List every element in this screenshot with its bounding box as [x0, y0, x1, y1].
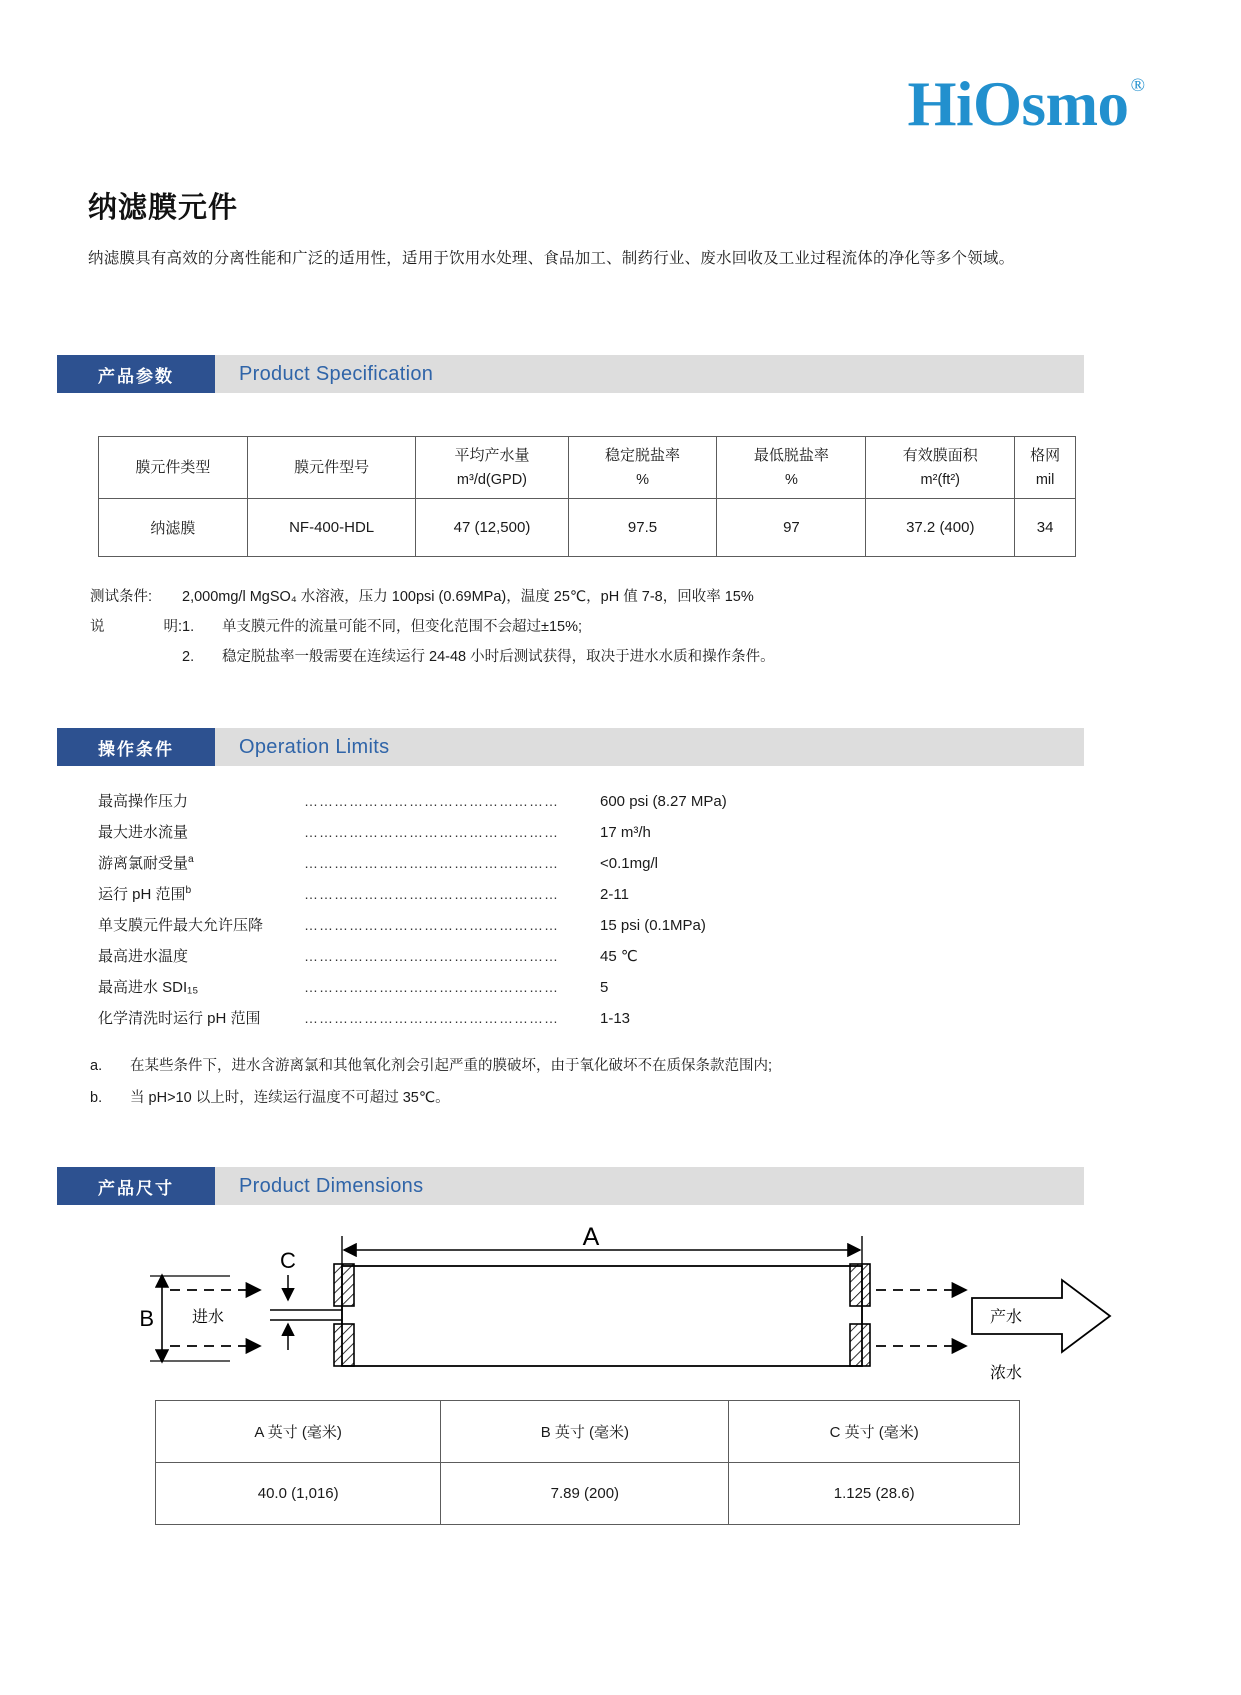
limit-item: [98, 914, 1098, 945]
table-cell: 40.0 (1,016): [156, 1463, 441, 1525]
remark-number: 1.: [182, 619, 195, 635]
svg-text:浓水: 浓水: [990, 1365, 1023, 1382]
section-title-en: Product Dimensions: [239, 1174, 424, 1197]
table-cell: 47 (12,500): [416, 499, 568, 557]
footnote-row: [90, 1050, 1100, 1082]
section-title-en: Operation Limits: [239, 735, 390, 758]
column-header-name: 膜元件类型: [135, 458, 211, 476]
limit-value: 2-11: [600, 886, 629, 903]
limit-label-text: 最高进水温度: [98, 948, 189, 965]
table-cell: 37.2 (400): [866, 499, 1015, 557]
limit-item: [98, 976, 1098, 1007]
column-header-unit: m³/d(GPD): [456, 471, 528, 488]
section-header-operation-limits: [57, 728, 1084, 766]
column-header-name: 平均产水量: [454, 446, 530, 464]
limit-item: [98, 1007, 1098, 1038]
section-title-cn: 产品参数: [57, 355, 215, 393]
page-title: 纳滤膜元件: [88, 192, 239, 224]
limit-label: [98, 1007, 298, 1028]
table-cell: 34: [1015, 499, 1076, 557]
limit-label: [98, 914, 298, 935]
section-header-dimensions: [57, 1167, 1084, 1205]
membrane-element-diagram: [110, 1220, 1130, 1390]
operation-limits-list: [98, 790, 1098, 1038]
limit-item: [98, 790, 1098, 821]
limit-value: 5: [600, 979, 609, 996]
table-cell: NF-400-HDL: [247, 499, 415, 557]
logo-wordmark: HiOsmo: [907, 69, 1129, 139]
limit-label-text: 最大进水流量: [98, 824, 189, 841]
limit-label: [98, 852, 298, 873]
limit-item: [98, 883, 1098, 914]
page-intro: 纳滤膜具有高效的分离性能和广泛的适用性，适用于饮用水处理、食品加工、制药行业、废水回收及工业过程流体的净化等多个领域。: [88, 250, 1015, 267]
column-header-name: 最低脱盐率: [753, 446, 829, 464]
remark-text: 稳定脱盐率一般需要在连续运行 24-48 小时后测试获得，取决于进水水质和操作条件。: [222, 649, 775, 665]
limit-footnote-mark: b: [185, 885, 192, 896]
remarks-label: [90, 612, 182, 642]
table-cell: 1.125 (28.6): [729, 1463, 1020, 1525]
column-header-name: 格网: [1030, 446, 1061, 464]
leader-dots: ……………………………………………: [304, 793, 559, 809]
remark-text: 单支膜元件的流量可能不同，但变化范围不会超过±15%;: [222, 619, 583, 635]
limit-value: <0.1mg/l: [600, 855, 658, 872]
limit-item: [98, 852, 1098, 883]
column-header: [568, 437, 717, 499]
limit-label-text: 单支膜元件最大允许压降: [98, 917, 264, 934]
limit-value: 600 psi (8.27 MPa): [600, 793, 727, 810]
leader-dots: ……………………………………………: [304, 1010, 559, 1026]
limit-label: [98, 883, 298, 904]
column-header: [717, 437, 866, 499]
limit-item: [98, 821, 1098, 852]
svg-text:B: B: [139, 1306, 154, 1331]
limit-label-text: 最高进水 SDI₁₅: [98, 979, 199, 996]
column-header-unit: mil: [1035, 471, 1055, 488]
remark-row: [90, 612, 1090, 642]
column-header-name: 稳定脱盐率: [605, 446, 681, 464]
remark-row: [90, 642, 1090, 672]
section-title-cn: 操作条件: [57, 728, 215, 766]
limit-value: 1-13: [600, 1010, 631, 1027]
limit-label: [98, 976, 298, 997]
test-conditions-row: [90, 582, 1090, 612]
limit-label-text: 运行 pH 范围: [98, 886, 186, 903]
footnote-mark: b.: [90, 1090, 103, 1106]
leader-dots: ……………………………………………: [304, 855, 559, 871]
footnote-row: [90, 1082, 1100, 1114]
column-header: C 英寸 (毫米): [729, 1401, 1020, 1463]
test-conditions-text: 2,000mg/l MgSO₄ 水溶液，压力 100psi (0.69MPa)，温度 25℃，pH 值 7-8，回收率 15%: [182, 589, 754, 605]
section-header-specification: [57, 355, 1084, 393]
table-cell: 97.5: [568, 499, 717, 557]
limit-value: 17 m³/h: [600, 824, 651, 841]
limit-item: [98, 945, 1098, 976]
leader-dots: ……………………………………………: [304, 979, 559, 995]
svg-text:进水: 进水: [192, 1309, 225, 1326]
column-header-unit: m²(ft²): [920, 471, 960, 488]
remarks-label-char1: 说: [90, 619, 105, 635]
leader-dots: ……………………………………………: [304, 948, 559, 964]
table-row: [156, 1463, 1020, 1525]
limit-label: [98, 821, 298, 842]
section-title-cn: 产品尺寸: [57, 1167, 215, 1205]
column-header: B 英寸 (毫米): [441, 1401, 729, 1463]
column-header: A 英寸 (毫米): [156, 1401, 441, 1463]
dimensions-table: [155, 1400, 1020, 1525]
remark-number: 2.: [182, 649, 195, 665]
table-cell: 7.89 (200): [441, 1463, 729, 1525]
column-header-name: 有效膜面积: [902, 446, 978, 464]
svg-text:A: A: [582, 1223, 600, 1251]
section-title-en: Product Specification: [239, 362, 434, 385]
column-header-unit: %: [784, 471, 798, 488]
table-cell: 纳滤膜: [99, 499, 248, 557]
footnote-text: 在某些条件下，进水含游离氯和其他氧化剂会引起严重的膜破坏，由于氧化破坏不在质保条款范围内;: [130, 1058, 773, 1074]
limit-footnote-mark: a: [188, 854, 194, 865]
footnote-text: 当 pH>10 以上时，连续运行温度不可超过 35℃。: [130, 1090, 450, 1106]
test-conditions-label: 测试条件:: [90, 589, 153, 605]
test-conditions-block: [90, 582, 1090, 672]
svg-text:产水: 产水: [990, 1309, 1023, 1326]
brand-logo: [907, 69, 1145, 139]
remarks-label-char2: 明:: [163, 619, 182, 635]
limit-value: 45 ℃: [600, 948, 638, 965]
footnotes-block: [90, 1050, 1100, 1114]
specification-table: [98, 436, 1076, 557]
column-header: [1015, 437, 1076, 499]
table-header-row: [156, 1401, 1020, 1463]
column-header: [247, 437, 415, 499]
column-header: [99, 437, 248, 499]
limit-label-text: 游离氯耐受量: [98, 855, 189, 872]
limit-label: [98, 945, 298, 966]
column-header-name: 膜元件型号: [294, 458, 370, 476]
limit-value: 15 psi (0.1MPa): [600, 917, 706, 934]
leader-dots: ……………………………………………: [304, 824, 559, 840]
column-header-unit: %: [636, 471, 649, 488]
table-header-row: [99, 437, 1076, 499]
footnote-mark: a.: [90, 1058, 103, 1074]
svg-text:C: C: [280, 1248, 296, 1273]
registered-trademark-icon: ®: [1130, 75, 1145, 96]
leader-dots: ……………………………………………: [304, 917, 559, 933]
limit-label-text: 化学清洗时运行 pH 范围: [98, 1010, 261, 1027]
column-header: [416, 437, 568, 499]
limit-label: [98, 790, 298, 811]
table-row: [99, 499, 1076, 557]
limit-label-text: 最高操作压力: [98, 793, 189, 810]
leader-dots: ……………………………………………: [304, 886, 559, 902]
column-header: [866, 437, 1015, 499]
table-cell: 97: [717, 499, 866, 557]
